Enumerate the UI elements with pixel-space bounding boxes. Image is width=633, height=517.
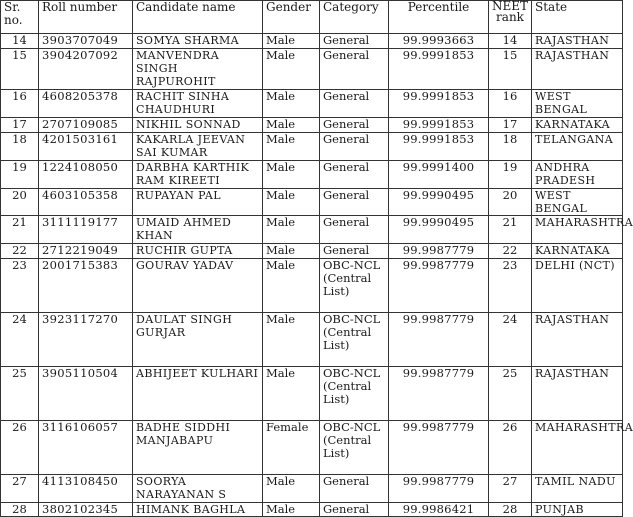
row-gender: Male — [263, 216, 320, 244]
row-candidate-name: RUPAYAN PAL — [133, 189, 263, 216]
row-roll-number: 2707109085 — [39, 118, 133, 133]
table-row — [1, 259, 623, 313]
table-row — [1, 133, 623, 161]
row-roll-number: 4603105358 — [39, 189, 133, 216]
row-sr-no: 22 — [1, 244, 39, 259]
row-roll-number: 3904207092 — [39, 49, 133, 90]
row-candidate-name: ABHIJEET KULHARI — [133, 367, 263, 421]
row-gender: Male — [263, 189, 320, 216]
row-neet-rank: 17 — [489, 118, 532, 133]
row-state: KARNATAKA — [532, 118, 623, 133]
row-percentile: 99.9987779 — [389, 367, 489, 421]
row-gender: Male — [263, 118, 320, 133]
row-sr-no: 27 — [1, 475, 39, 503]
row-roll-number: 3903707049 — [39, 34, 133, 49]
row-gender: Male — [263, 161, 320, 189]
row-percentile: 99.9990495 — [389, 189, 489, 216]
row-category: OBC-NCL (Central List) — [320, 367, 389, 421]
row-candidate-name: DAULAT SINGH GURJAR — [133, 313, 263, 367]
header-category: Category — [320, 1, 389, 34]
row-neet-rank: 27 — [489, 475, 532, 503]
row-state: DELHI (NCT) — [532, 259, 623, 313]
row-neet-rank: 20 — [489, 189, 532, 216]
row-candidate-name: RUCHIR GUPTA — [133, 244, 263, 259]
header-row — [1, 1, 623, 34]
row-neet-rank: 15 — [489, 49, 532, 90]
row-sr-no: 26 — [1, 421, 39, 475]
row-sr-no: 21 — [1, 216, 39, 244]
header-neet-rank: NEET rank — [489, 1, 532, 34]
row-state: MAHARASHTRA — [532, 421, 623, 475]
row-percentile: 99.9987779 — [389, 244, 489, 259]
row-category: General — [320, 90, 389, 118]
row-neet-rank: 14 — [489, 34, 532, 49]
row-candidate-name: NIKHIL SONNAD — [133, 118, 263, 133]
row-candidate-name: RACHIT SINHA CHAUDHURI — [133, 90, 263, 118]
row-neet-rank: 16 — [489, 90, 532, 118]
table-row — [1, 118, 623, 133]
row-neet-rank: 22 — [489, 244, 532, 259]
table-body — [1, 33, 633, 517]
row-state: RAJASTHAN — [532, 34, 623, 49]
row-category: General — [320, 161, 389, 189]
row-category: General — [320, 133, 389, 161]
header-sr-no: Sr. no. — [1, 1, 39, 34]
row-state: RAJASTHAN — [532, 313, 623, 367]
row-category: General — [320, 34, 389, 49]
row-candidate-name: GOURAV YADAV — [133, 259, 263, 313]
table-row — [1, 367, 623, 421]
row-sr-no: 28 — [1, 503, 39, 517]
row-percentile: 99.9991400 — [389, 161, 489, 189]
header-candidate-name: Candidate name — [133, 1, 263, 34]
row-percentile: 99.9987779 — [389, 421, 489, 475]
row-state: ANDHRA PRADESH — [532, 161, 623, 189]
table-row — [1, 503, 623, 517]
row-sr-no: 15 — [1, 49, 39, 90]
row-gender: Male — [263, 244, 320, 259]
row-sr-no: 18 — [1, 133, 39, 161]
row-gender: Male — [263, 259, 320, 313]
table-row — [1, 475, 623, 503]
row-roll-number: 4608205378 — [39, 90, 133, 118]
table-row — [1, 244, 623, 259]
row-sr-no: 20 — [1, 189, 39, 216]
table-row — [1, 90, 623, 118]
row-state: TELANGANA — [532, 133, 623, 161]
row-percentile: 99.9991853 — [389, 90, 489, 118]
row-category: OBC-NCL (Central List) — [320, 259, 389, 313]
row-roll-number: 2712219049 — [39, 244, 133, 259]
header-roll-number: Roll number — [39, 1, 133, 34]
row-gender: Male — [263, 503, 320, 517]
row-percentile: 99.9991853 — [389, 118, 489, 133]
row-state: MAHARASHTRA — [532, 216, 623, 244]
row-category: OBC-NCL (Central List) — [320, 313, 389, 367]
row-neet-rank: 21 — [489, 216, 532, 244]
row-category: General — [320, 216, 389, 244]
row-gender: Male — [263, 133, 320, 161]
row-neet-rank: 19 — [489, 161, 532, 189]
row-state: RAJASTHAN — [532, 49, 623, 90]
row-percentile: 99.9991853 — [389, 133, 489, 161]
row-neet-rank: 18 — [489, 133, 532, 161]
row-category: OBC-NCL (Central List) — [320, 421, 389, 475]
row-state: KARNATAKA — [532, 244, 623, 259]
row-candidate-name: SOORYA NARAYANAN S — [133, 475, 263, 503]
row-sr-no: 24 — [1, 313, 39, 367]
row-roll-number: 1224108050 — [39, 161, 133, 189]
table-row — [1, 49, 623, 90]
row-gender: Male — [263, 49, 320, 90]
row-state: PUNJAB — [532, 503, 623, 517]
row-sr-no: 16 — [1, 90, 39, 118]
header-percentile: Percentile — [389, 1, 489, 34]
row-state: RAJASTHAN — [532, 367, 623, 421]
row-candidate-name: DARBHA KARTHIK RAM KIREETI — [133, 161, 263, 189]
row-roll-number: 3111119177 — [39, 216, 133, 244]
row-percentile: 99.9993663 — [389, 34, 489, 49]
table-row — [1, 34, 623, 49]
row-state: WEST BENGAL — [532, 189, 623, 216]
row-gender: Male — [263, 313, 320, 367]
header-state: State — [532, 1, 623, 34]
row-roll-number: 4113108450 — [39, 475, 133, 503]
row-roll-number: 2001715383 — [39, 259, 133, 313]
table-row — [1, 421, 623, 475]
row-sr-no: 14 — [1, 34, 39, 49]
row-roll-number: 3802102345 — [39, 503, 133, 517]
row-gender: Male — [263, 475, 320, 503]
row-candidate-name: KAKARLA JEEVAN SAI KUMAR — [133, 133, 263, 161]
table-row — [1, 313, 623, 367]
table-row — [1, 161, 623, 189]
row-gender: Female — [263, 421, 320, 475]
row-neet-rank: 24 — [489, 313, 532, 367]
row-neet-rank: 23 — [489, 259, 532, 313]
row-category: General — [320, 475, 389, 503]
row-category: General — [320, 503, 389, 517]
row-candidate-name: UMAID AHMED KHAN — [133, 216, 263, 244]
row-category: General — [320, 118, 389, 133]
row-candidate-name: MANVENDRA SINGH RAJPUROHIT — [133, 49, 263, 90]
row-neet-rank: 26 — [489, 421, 532, 475]
row-sr-no: 25 — [1, 367, 39, 421]
row-roll-number: 3116106057 — [39, 421, 133, 475]
row-category: General — [320, 244, 389, 259]
row-candidate-name: SOMYA SHARMA — [133, 34, 263, 49]
row-category: General — [320, 189, 389, 216]
row-sr-no: 23 — [1, 259, 39, 313]
row-gender: Male — [263, 90, 320, 118]
row-candidate-name: HIMANK BAGHLA — [133, 503, 263, 517]
row-sr-no: 19 — [1, 161, 39, 189]
row-percentile: 99.9987779 — [389, 313, 489, 367]
row-percentile: 99.9987779 — [389, 259, 489, 313]
table-row — [1, 216, 623, 244]
row-state: WEST BENGAL — [532, 90, 623, 118]
row-percentile: 99.9987779 — [389, 475, 489, 503]
row-percentile: 99.9990495 — [389, 216, 489, 244]
row-candidate-name: BADHE SIDDHI MANJABAPU — [133, 421, 263, 475]
row-percentile: 99.9991853 — [389, 49, 489, 90]
row-neet-rank: 25 — [489, 367, 532, 421]
row-neet-rank: 28 — [489, 503, 532, 517]
row-roll-number: 4201503161 — [39, 133, 133, 161]
row-category: General — [320, 49, 389, 90]
header-gender: Gender — [263, 1, 320, 34]
row-percentile: 99.9986421 — [389, 503, 489, 517]
table-row — [1, 189, 623, 216]
row-gender: Male — [263, 34, 320, 49]
row-sr-no: 17 — [1, 118, 39, 133]
row-roll-number: 3905110504 — [39, 367, 133, 421]
row-state: TAMIL NADU — [532, 475, 623, 503]
row-roll-number: 3923117270 — [39, 313, 133, 367]
row-gender: Male — [263, 367, 320, 421]
